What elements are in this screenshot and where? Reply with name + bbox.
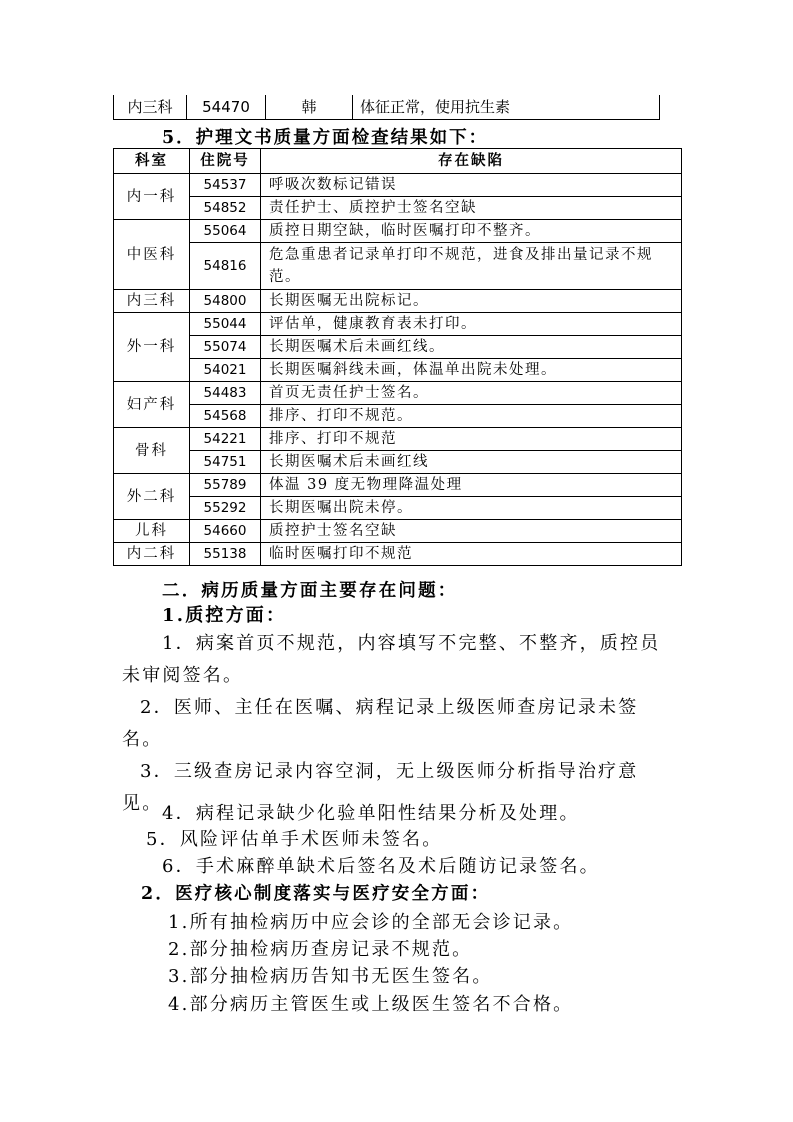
record-id-cell: 55064 — [190, 220, 261, 243]
record-id-cell: 54816 — [190, 243, 261, 290]
qc-item: 1．病案首页不规范，内容填写不完整、不整齐，质控员未审阅签名。 — [122, 633, 661, 686]
prev-row-id: 54470 — [187, 95, 266, 119]
nursing-defects-table — [113, 148, 682, 566]
record-id-cell: 55074 — [190, 336, 261, 359]
defect-cell: 首页无责任护士签名。 — [261, 382, 682, 405]
record-id-cell: 55044 — [190, 313, 261, 336]
table-row — [114, 336, 682, 359]
dept-cell: 骨科 — [114, 428, 190, 474]
qc-item: 3．三级查房记录内容空洞，无上级医师分析指导治疗意见。 — [122, 761, 639, 814]
defect-cell: 评估单，健康教育表未打印。 — [261, 313, 682, 336]
core-item: 3.部分抽检病历告知书无医生签名。 — [168, 966, 493, 987]
defect-cell: 呼吸次数标记错误 — [261, 174, 682, 197]
previous-table-last-row — [113, 95, 660, 120]
section2-title: 二．病历质量方面主要存在问题： — [162, 581, 458, 601]
defect-cell: 危急重患者记录单打印不规范，进食及排出量记录不规范。 — [261, 243, 682, 290]
defect-cell: 长期医嘱无出院标记。 — [261, 290, 682, 313]
prev-row-dept: 内三科 — [114, 95, 187, 119]
table-row — [114, 290, 682, 313]
defect-cell: 体温 39 度无物理降温处理 — [261, 474, 682, 497]
record-id-cell: 54221 — [190, 428, 261, 451]
dept-cell: 外二科 — [114, 474, 190, 520]
dept-cell: 内一科 — [114, 174, 190, 220]
record-id-cell: 54660 — [190, 520, 261, 543]
defect-cell: 排序、打印不规范。 — [261, 405, 682, 428]
table-row — [114, 359, 682, 382]
table-header-row — [114, 149, 682, 174]
record-id-cell: 54852 — [190, 197, 261, 220]
table-row — [114, 220, 682, 243]
table-row — [114, 520, 682, 543]
table-row — [114, 451, 682, 474]
record-id-cell: 55138 — [190, 543, 261, 566]
core-item: 4.部分病历主管医生或上级医生签名不合格。 — [168, 994, 574, 1015]
header-defect: 存在缺陷 — [261, 149, 682, 174]
qc-item: 5．风险评估单手术医师未签名。 — [146, 829, 443, 850]
table-row — [114, 197, 682, 220]
core-title: 2．医疗核心制度落实与医疗安全方面： — [141, 884, 491, 904]
dept-cell: 妇产科 — [114, 382, 190, 428]
qc-item: 2．医师、主任在医嘱、病程记录上级医师查房记录未签名。 — [122, 697, 639, 750]
defect-cell: 长期医嘱术后未画红线。 — [261, 336, 682, 359]
defect-cell: 长期医嘱斜线未画，体温单出院未处理。 — [261, 359, 682, 382]
qc-title: 1.质控方面： — [162, 605, 287, 626]
table-row — [114, 474, 682, 497]
prev-row-note: 体征正常，使用抗生素 — [360, 98, 511, 116]
table-row — [114, 243, 682, 290]
table-row — [114, 313, 682, 336]
qc-item: 4．病程记录缺少化验单阳性结果分析及处理。 — [162, 803, 580, 824]
section5-title: 5．护理文书质量方面检查结果如下： — [162, 128, 489, 148]
core-item: 1.所有抽检病历中应会诊的全部无会诊记录。 — [168, 912, 574, 933]
record-id-cell: 54483 — [190, 382, 261, 405]
prev-row-name: 韩 — [266, 95, 353, 119]
qc-item: 6．手术麻醉单缺术后签名及术后随访记录签名。 — [162, 856, 600, 877]
record-id-cell: 55292 — [190, 497, 261, 520]
dept-cell: 儿科 — [114, 520, 190, 543]
defect-cell: 临时医嘱打印不规范 — [261, 543, 682, 566]
dept-cell: 外一科 — [114, 313, 190, 382]
record-id-cell: 55789 — [190, 474, 261, 497]
record-id-cell: 54800 — [190, 290, 261, 313]
defect-cell: 质控日期空缺，临时医嘱打印不整齐。 — [261, 220, 682, 243]
defect-cell: 责任护士、质控护士签名空缺 — [261, 197, 682, 220]
record-id-cell: 54021 — [190, 359, 261, 382]
defect-cell: 长期医嘱术后未画红线 — [261, 451, 682, 474]
defect-cell: 长期医嘱出院未停。 — [261, 497, 682, 520]
table-row — [114, 174, 682, 197]
table-row — [114, 428, 682, 451]
table-row — [114, 405, 682, 428]
dept-cell: 中医科 — [114, 220, 190, 290]
table-row — [114, 543, 682, 566]
record-id-cell: 54751 — [190, 451, 261, 474]
defect-cell: 质控护士签名空缺 — [261, 520, 682, 543]
dept-cell: 内三科 — [114, 290, 190, 313]
table-row — [114, 497, 682, 520]
table-row — [114, 382, 682, 405]
core-item: 2.部分抽检病历查房记录不规范。 — [168, 939, 473, 960]
header-dept: 科室 — [114, 149, 190, 174]
record-id-cell: 54537 — [190, 174, 261, 197]
defect-cell: 排序、打印不规范 — [261, 428, 682, 451]
record-id-cell: 54568 — [190, 405, 261, 428]
dept-cell: 内二科 — [114, 543, 190, 566]
header-id: 住院号 — [190, 149, 261, 174]
